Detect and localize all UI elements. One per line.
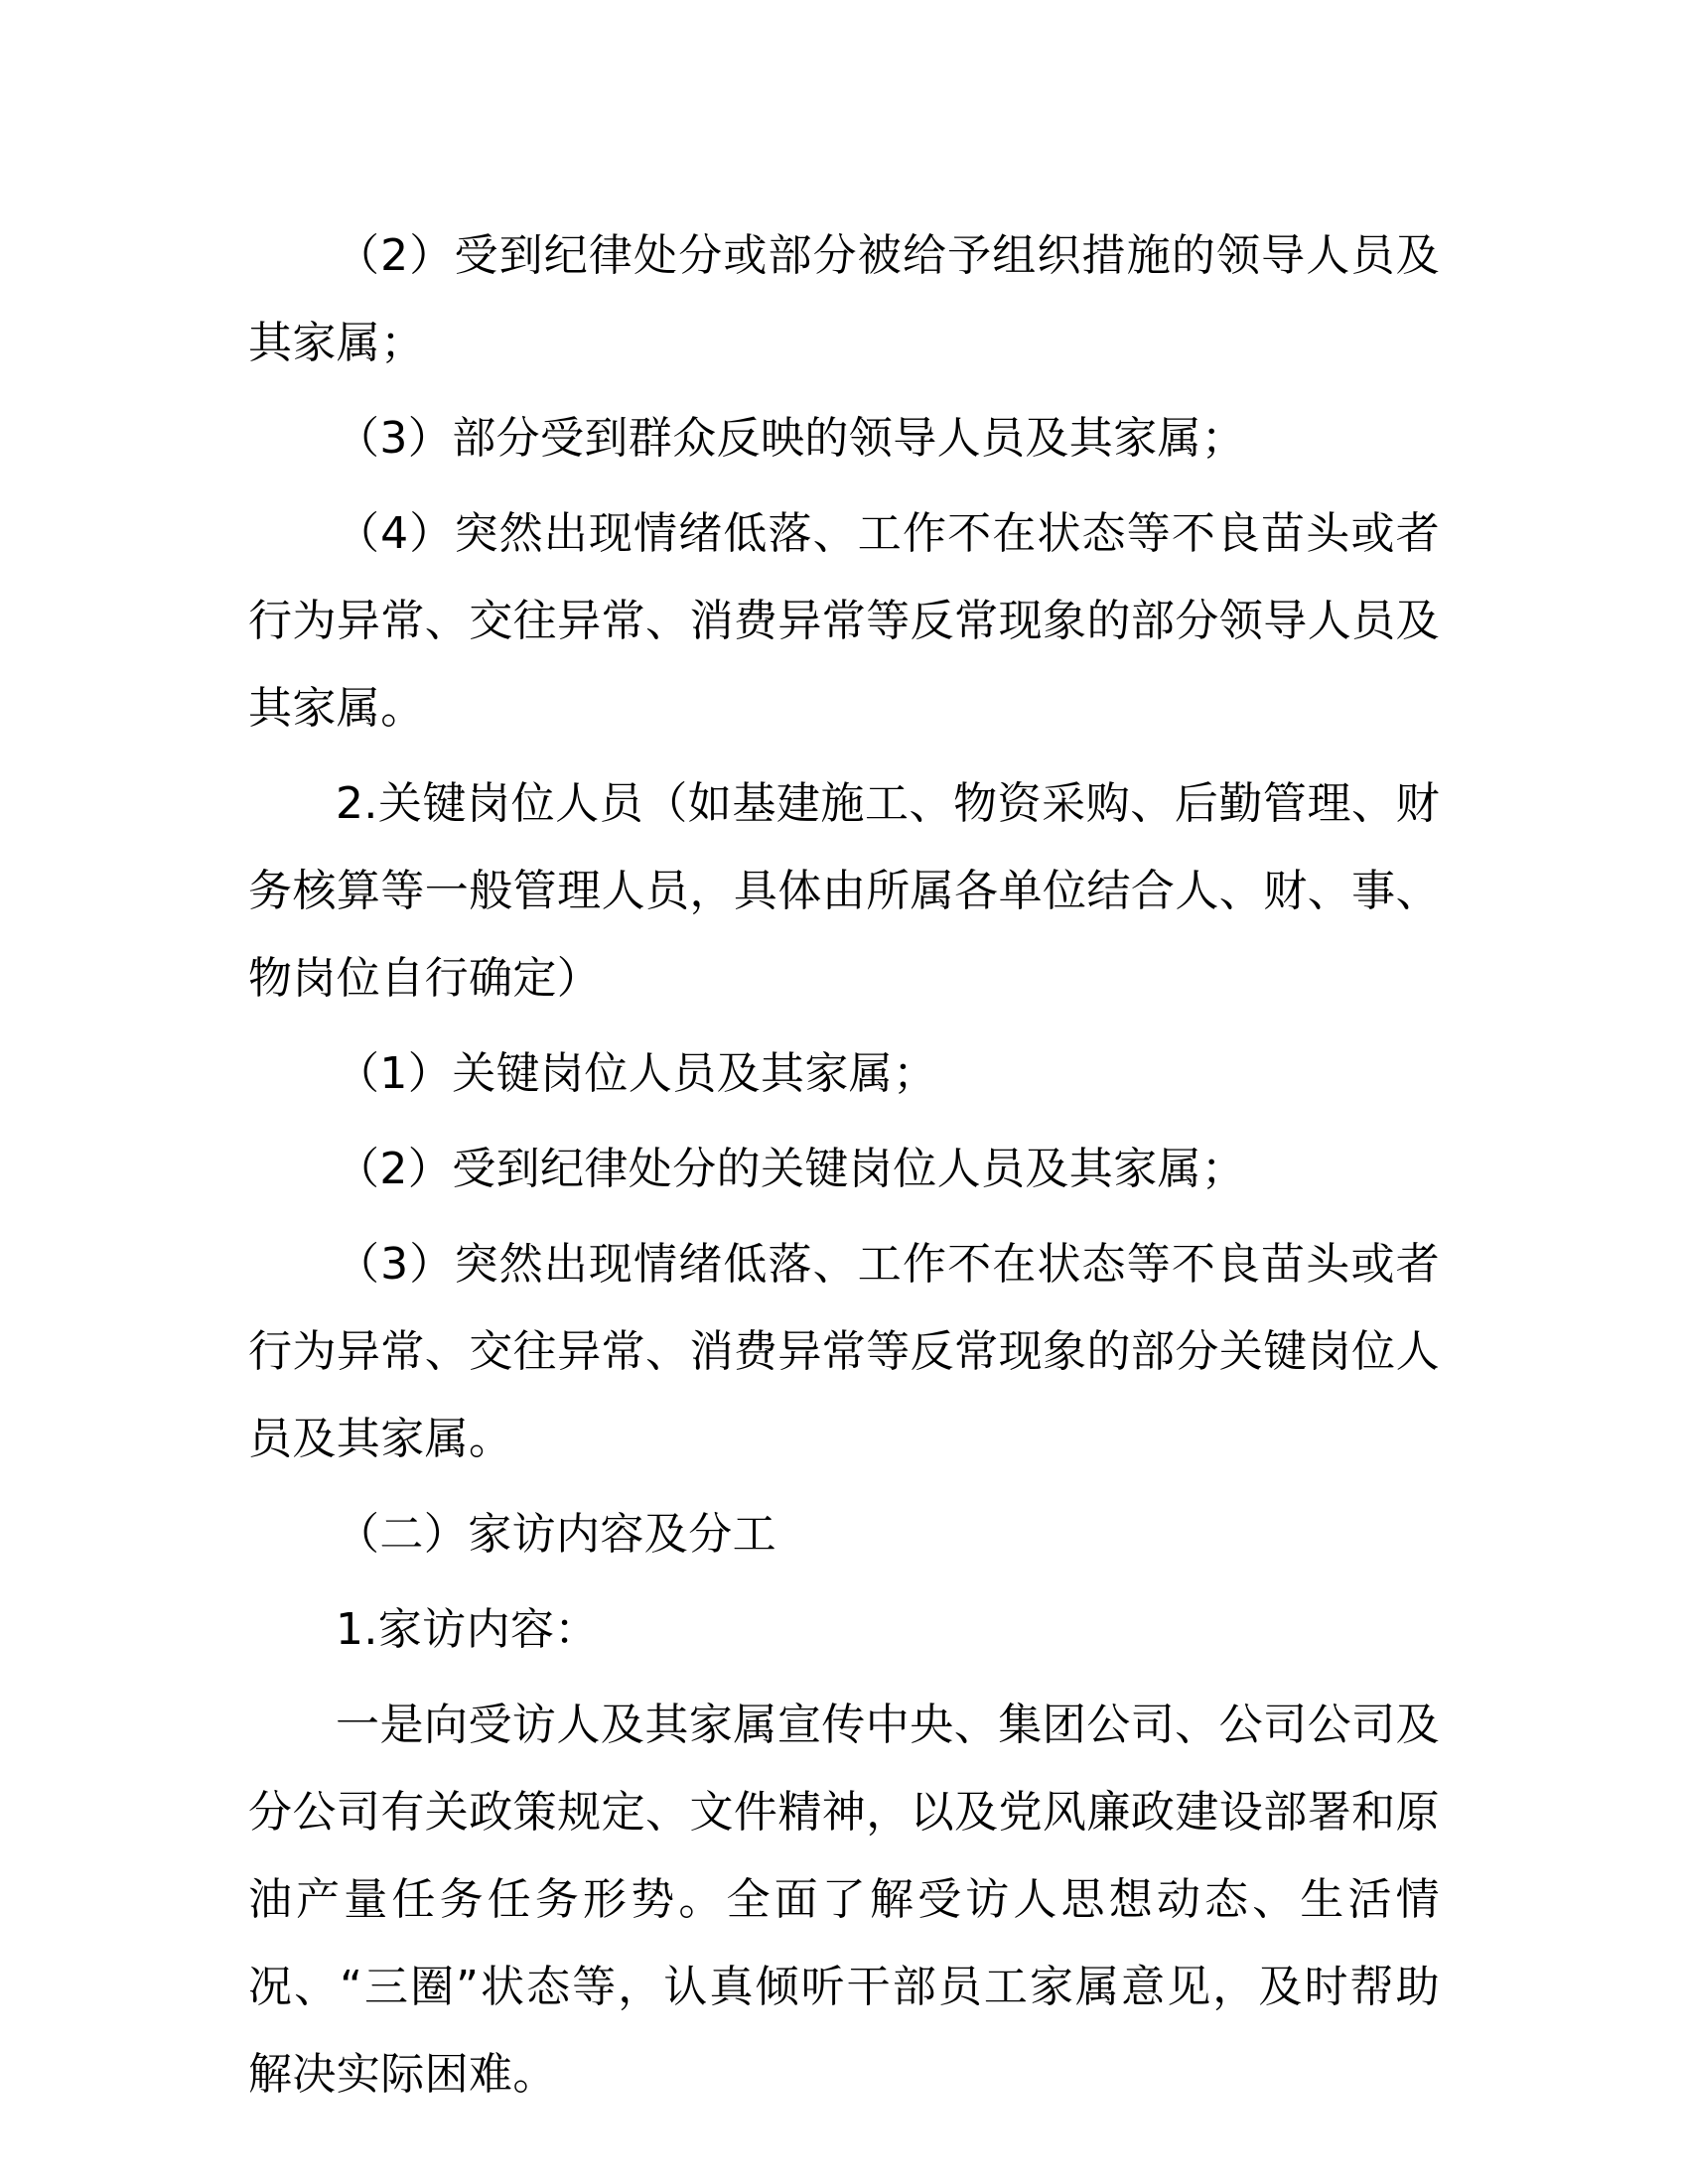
paragraph-key-positions-disciplined: （2）受到纪律处分的关键岗位人员及其家属； — [336, 1144, 1246, 1194]
paragraph-key-positions-family: （1）关键岗位人员及其家属； — [336, 1048, 937, 1099]
paragraph-leader-reported: （3）部分受到群众反映的领导人员及其家属； — [336, 413, 1246, 464]
paragraph-key-positions-abnormal: （3）突然出现情绪低落、工作不在状态等不良苗头或者行为异常、交往异常、消费异常等反常现象的部分关键岗位人员及其家属。 — [248, 1239, 1440, 1464]
paragraph-key-positions-heading: 2.关键岗位人员（如基建施工、物资采购、后勤管理、财务核算等一般管理人员，具体由所属各单位结合人、财、事、物岗位自行确定） — [248, 778, 1440, 1004]
subheading-visit-content: 1.家访内容： — [336, 1604, 599, 1655]
section-heading-visit-content: （二）家访内容及分工 — [336, 1509, 776, 1560]
document-body — [248, 212, 1440, 2126]
paragraph-visit-content-detail: 一是向受访人及其家属宣传中央、集团公司、公司公司及分公司有关政策规定、文件精神，以及党风廉政建设部署和原油产量任务任务形势。全面了解受访人思想动态、生活情况、“三圈”状态等，认真倾听干部员工家属意见，及时帮助解决实际困难。 — [248, 1700, 1440, 2100]
paragraph-leader-disciplined: （2）受到纪律处分或部分被给予组织措施的领导人员及其家属； — [248, 230, 1440, 368]
paragraph-leader-abnormal: （4）突然出现情绪低落、工作不在状态等不良苗头或者行为异常、交往异常、消费异常等反常现象的部分领导人员及其家属。 — [248, 508, 1440, 734]
